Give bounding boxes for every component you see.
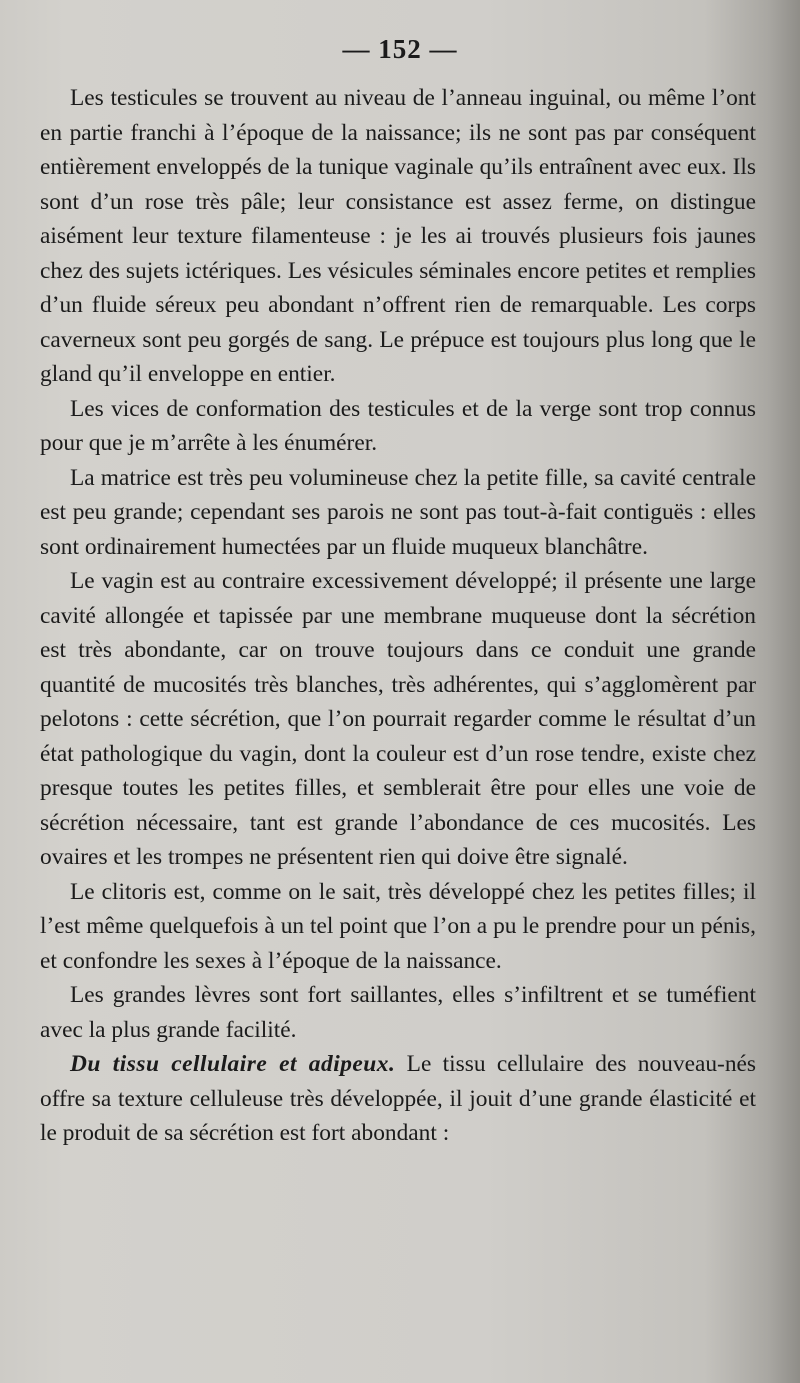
page-body: [40, 81, 756, 1151]
paragraph-vices-conformation: Les vices de conformation des testicules et de la verge sont trop connus pour que je m’arrête à les énumérer.: [40, 395, 756, 456]
paragraph-vagin: Le vagin est au contraire excessivement développé; il présente une large cavité allongée et tapissée par une membrane muqueuse dont la sécrétion est très abondante, car on trouve toujours dans ce conduit une grande quantité de mucosités très blanches, très adhérentes, qui s’agglomèrent par pelotons : cette sécrétion, que l’on pourrait regarder comme le résultat d’un état pathologique du vagin, dont la couleur est d’un rose tendre, existe chez presque toutes les petites filles, et semblerait être pour elles une voie de sécrétion nécessaire, tant est grande l’abondance de ces mucosités. Les ovaires et les trompes ne présentent rien qui doive être signalé.: [40, 568, 756, 870]
paragraph-grandes-levres: Les grandes lèvres sont fort saillantes, elles s’infiltrent et se tuméfient avec la plus grande facilité.: [40, 982, 756, 1043]
page-number: — 152 —: [342, 34, 458, 64]
section-heading-inline: Du tissu cellulaire et adipeux.: [70, 1051, 396, 1077]
paragraph-matrice: La matrice est très peu volumineuse chez la petite fille, sa cavité centrale est peu grande; cependant ses parois ne sont pas tout-à-fait contiguës : elles sont ordinairement humectées par un fluide muqueux blanchâtre.: [40, 464, 756, 560]
paragraph-testicules: Les testicules se trouvent au niveau de l’anneau inguinal, ou même l’ont en partie franchi à l’époque de la naissance; ils ne sont pas par conséquent entièrement enveloppés de la tunique vaginale qu’ils entraînent avec eux. Ils sont d’un rose très pâle; leur consistance est assez ferme, on distingue aisément leur texture filamenteuse : je les ai trouvés plusieurs fois jaunes chez des sujets ictériques. Les vésicules séminales encore petites et remplies d’un fluide séreux peu abondant n’offrent rien de remarquable. Les corps caverneux sont peu gorgés de sang. Le prépuce est toujours plus long que le gland qu’il enveloppe en entier.: [40, 85, 756, 387]
paragraph-tissu-cellulaire-text: Le tissu cellulaire des nouveau-nés offre sa texture celluleuse très développée, il jouit d’une grande élasticité et le produit de sa sécrétion est fort abondant :: [40, 1051, 756, 1146]
paragraph-tissu-cellulaire: [40, 1047, 756, 1151]
paragraph-clitoris: Le clitoris est, comme on le sait, très développé chez les petites filles; il l’est même quelquefois à un tel point que l’on a pu le prendre pour un pénis, et confondre les sexes à l’époque de la naissance.: [40, 878, 756, 974]
